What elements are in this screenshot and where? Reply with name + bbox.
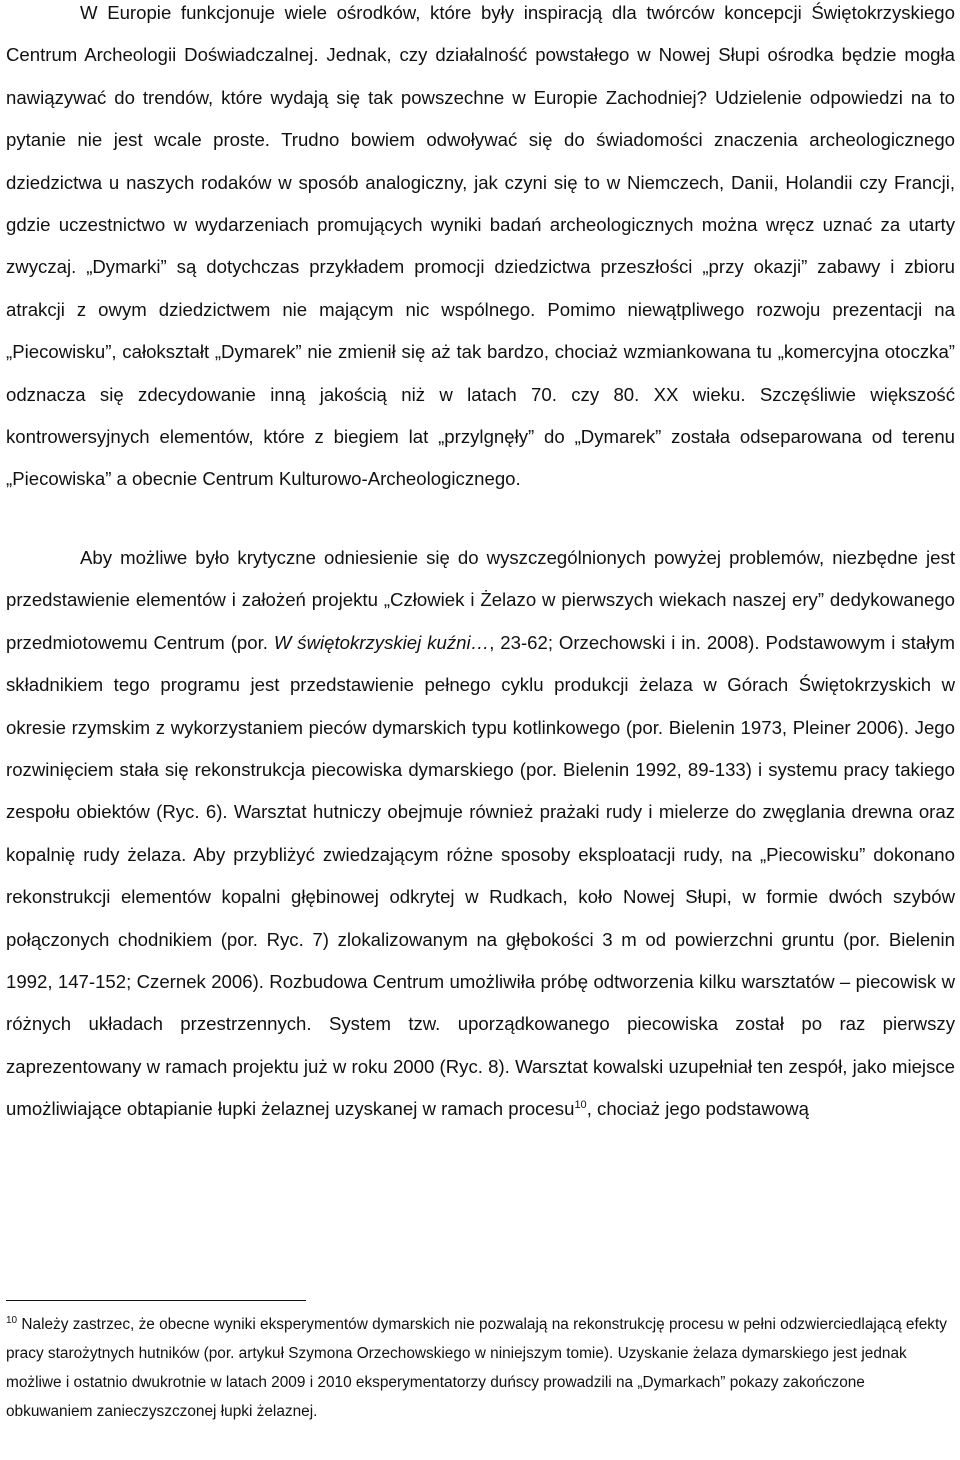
document-page [6, 0, 955, 1131]
paragraph-2-italic-title: W świętokrzyskiej kuźni… [273, 631, 490, 653]
paragraph-2-text-after-italic: , 23-62; Orzechowski i in. 2008). Podstawowym i stałym składnikiem tego programu jest przedstawienie pełnego cyklu produkcji żelaza w Górach Świętokrzyskich w okresie rzymskim z wykorzystaniem pieców dymarskich typu kotlinkowego (por. Bielenin 1973, Pleiner 2006). Jego rozwinięciem stała się rekonstrukcja piecowiska dymarskiego (por. Bielenin 1992, 89-133) i systemu pracy takiego zespołu obiektów (Ryc. 6). Warsztat hutniczy obejmuje również prażaki rudy i mielerze do zwęglania drewna oraz kopalnię rudy żelaza. Aby przybliżyć zwiedzającym różne sposoby eksploatacji rudy, na „Piecowisku” dokonano rekonstrukcji elementów kopalni głębinowej odkrytej w Rudkach, koło Nowej Słupi, w formie dwóch szybów połączonych chodnikiem (por. Ryc. 7) zlokalizowanym na głębokości 3 m od powierzchni gruntu (por. Bielenin 1992, 147-152; Czernek 2006). Rozbudowa Centrum umożliwiła próbę odtworzenia kilku warsztatów – piecowisk w różnych układach przestrzennych. System tzw. uporządkowanego piecowiska został po raz pierwszy zaprezentowany w ramach projektu już w roku 2000 (Ryc. 8). Warsztat kowalski uzupełniał ten zespół, jako miejsce umożliwiające obtapianie łupki żelaznej uzyskanej w ramach procesu [6, 631, 955, 1120]
footnote-separator [6, 1300, 306, 1301]
paragraph-2-text-after-reference: , chociaż jego podstawową [586, 1098, 809, 1120]
body-paragraph-2 [6, 537, 955, 1131]
footnote-text: Należy zastrzec, że obecne wyniki eksperymentów dymarskich nie pozwalają na rekonstrukcję procesu w pełni odzwierciedlającą efekty pracy starożytnych hutników (por. artykuł Szymona Orzechowskiego w niniejszym tomie). Uzyskanie żelaza dymarskiego jest jednak możliwe i ostatnio dwukrotnie w latach 2009 i 2010 eksperymentatorzy duńscy prowadzili na „Dymarkach” pokazy zakończone obkuwaniem zanieczyszczonej łupki żelaznej. [6, 1316, 947, 1420]
footnote-number: 10 [6, 1314, 18, 1326]
paragraph-1-sentence-block-1: W Europie funkcjonuje wiele ośrodków, które były inspiracją dla twórców koncepcji Świętokrzyskiego Centrum Archeologii Doświadczalnej. Jednak, czy działalność powstałego w Nowej Słupi ośrodka będzie mogła nawiązywać do trendów, które wydają się tak powszechne w Europie Zachodniej? Udzielenie odpowiedzi na to pytanie nie jest wcale proste. [6, 2, 955, 151]
paragraph-2-text-before-italic: Aby możliwe było krytyczne odniesienie się do wyszczególnionych powyżej problemów, niezbędne jest przedstawienie elementów i założeń projektu „Człowiek i Żelazo w pierwszych wiekach naszej ery” dedykowanego przedmiotowemu Centrum (por. [6, 546, 955, 653]
footnote-10 [6, 1310, 955, 1426]
body-paragraph-1 [6, 0, 955, 501]
footnote-reference-10[interactable]: 10 [574, 1098, 587, 1111]
paragraph-1-sentence-block-2: Trudno bowiem odwoływać się do świadomości znaczenia archeologicznego dziedzictwa u naszych rodaków w sposób analogiczny, jak czyni się to w Niemczech, Danii, Holandii czy Francji, gdzie uczestnictwo w wydarzeniach promujących wyniki badań archeologicznych można wręcz uznać za utarty zwyczaj. „Dymarki” są dotychczas przykładem promocji dziedzictwa przeszłości „przy okazji” zabawy i zbioru atrakcji z owym dziedzictwem nie mającym nic wspólnego. Pomimo niewątpliwego rozwoju prezentacji na „Piecowisku”, całokształt „Dymarek” nie zmienił się aż tak bardzo, chociaż wzmiankowana tu „komercyjna otoczka” odznacza się zdecydowanie inną jakością niż w latach 70. czy 80. XX wieku. Szczęśliwie większość kontrowersyjnych elementów, które z biegiem lat „przylgnęły” do „Dymarek” została odseparowana od terenu „Piecowiska” a obecnie Centrum Kulturowo-Archeologicznego. [6, 129, 955, 490]
footnote-area [6, 1300, 955, 1426]
